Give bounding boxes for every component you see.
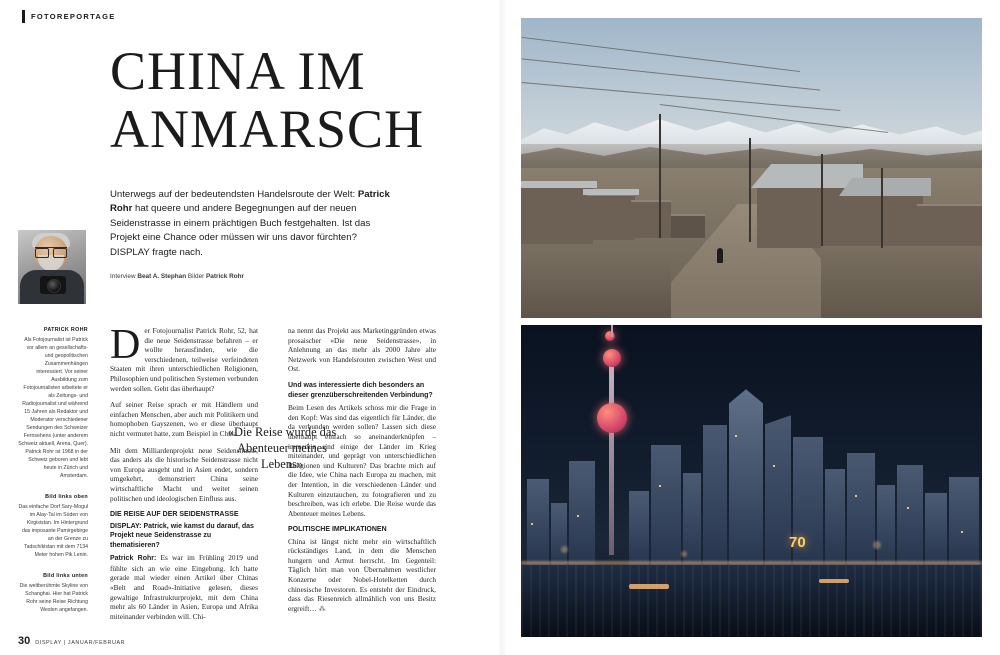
photo-utility-pole — [749, 138, 751, 242]
body-paragraph-1-text: er Fotojournalist Patrick Rohr, 52, hat die neue Seidenstrasse befahren – er wollte herausfinden, wie die verschiedenen, teilweise verfeindeten Staaten mit ihren unterschiedlichen Religionen, Philosophien und politischen Systemen verbunden werden sollen. Geht das überhaupt? — [110, 326, 258, 393]
section-kicker — [22, 10, 116, 23]
photo-skyscraper — [703, 425, 727, 565]
photo-light-bokeh — [681, 551, 687, 557]
byline — [110, 272, 390, 281]
page-title — [110, 42, 540, 158]
body-paragraph-1 — [110, 322, 258, 393]
issue-info: DISPLAY | JANUAR/FEBRUAR — [35, 640, 126, 646]
caption-top-photo — [18, 493, 88, 559]
standfirst-part-2: hat queere und andere Begegnungen auf der neuen Seidenstrasse in einem prächtigen Buch festgehalten. Ist das Projekt eine Chance oder müssen wir uns davor fürchten? DISPLAY fragte nach. — [110, 203, 371, 258]
photo-window-light — [907, 507, 909, 509]
author-bio — [18, 326, 88, 480]
photo-boat — [629, 584, 669, 589]
kicker-label: FOTOREPORTAGE — [31, 12, 116, 21]
photo-skyscraper-jinmao — [765, 415, 791, 565]
photo-window-light — [531, 523, 533, 525]
pearl-tower-upper-sphere — [603, 349, 621, 367]
photo-building — [671, 214, 705, 238]
photo-wall — [821, 246, 982, 318]
answer-1-speaker: Patrick Rohr: — [110, 555, 157, 563]
standfirst-author-name: Patrick Rohr — [110, 189, 390, 215]
photo-window-light — [735, 435, 737, 437]
headline-line-1: CHINA IM — [110, 41, 366, 101]
caption-bottom-heading: Bild links unten — [43, 573, 88, 579]
drop-cap: D — [110, 322, 141, 368]
photo-shanghai-skyline — [521, 325, 982, 637]
body-paragraph-3: Mit dem Milliardenprojekt neue Seidenstrasse, das anders als die historische Seidenstrasse nicht von Europa ausgeht und in Asien endet, sondern umgekehrt, demonstriert China seine wirtschaftliche Macht und weitet seinen politischen und ideologischen Einfluss aus. — [110, 445, 258, 503]
photo-roof — [521, 181, 597, 188]
question-2: Und was interessierte dich besonders an dieser grenzüberschreitenden Verbindung? — [288, 381, 433, 399]
photo-mountain-village — [521, 18, 982, 318]
author-bio-text: Als Fotojournalist ist Patrick vor allem an gesellschafts- und geopolitischen Zusammenhängen interessiert. Vor seiner Ausbildung zum Fotojournalisten arbeitete er als Zeitungs- und Radiojournalist und während 15 Jahren als Redaktor und Moderator verschiedener Sendungen des Schweizer Fernsehens (unter anderem Schweiz aktuell, Arena, Quer). Patrick Rohr ist 1968 in der Schweiz geboren und lebt heute in Zürich und Amsterdam. — [18, 337, 88, 479]
photo-skyscraper — [925, 493, 947, 565]
footer — [18, 636, 125, 647]
photo-person — [717, 248, 723, 263]
pearl-tower-antenna — [611, 325, 613, 337]
headline-line-2: ANMARSCH — [110, 99, 425, 159]
photo-skyscraper — [569, 461, 595, 565]
body-paragraph-2: Auf seiner Reise sprach er mit Händlern und einfachen Menschen, aber auch mit Politikern und homophoben Gayszenen, wo er diese überhaupt nicht vermutet hatte, zum Beispiel in China. — [110, 400, 258, 438]
photo-window-light — [577, 515, 579, 517]
answer-1 — [110, 553, 258, 621]
answer-1-text: Es war im Frühling 2019 und fühlte sich an wie eine Eingebung. Ich hatte gerade mal wieder einen Artikel über Chinas «Belt and Road»-Initiative gelesen, dieses gewaltige Infrastrukturprojekt, mit dem China mehr als 60 Länder in Asien, Europa und Afrika miteinander verbinden will. Chi- — [110, 553, 258, 621]
body-paragraph-4: na nennt das Projekt aus Marketinggründen etwas prosaischer «Die neue Seidenstrasse», in Anlehnung an das mehr als 2000 Jahre alte Netzwerk von Handelsrouten zwischen West und Ost. — [288, 326, 436, 374]
photo-utility-pole — [881, 168, 883, 248]
photo-roof — [583, 189, 639, 195]
photo-window-light — [855, 495, 857, 497]
photo-skyscraper — [897, 465, 923, 565]
photo-skyscraper — [629, 491, 649, 565]
photo-skyscraper — [847, 453, 875, 565]
page-number: 30 — [18, 635, 31, 647]
subheading-journey: DIE REISE AUF DER SEIDENSTRASSE — [110, 511, 239, 519]
kicker-rule — [22, 10, 25, 23]
question-1: DISPLAY: Patrick, wie kamst du darauf, das Projekt neue Seidenstrasse zu thematisieren? — [110, 522, 254, 549]
photo-building — [845, 194, 923, 250]
margin-column — [18, 326, 88, 627]
photo-skyscraper — [877, 485, 895, 565]
photo-window-light — [773, 465, 775, 467]
caption-bottom-text: Die weltberühmte Skyline von Schanghai. Hier hat Patrick Rohr seine Reise Richtung Westen angefangen. — [19, 583, 88, 613]
pearl-tower-main-sphere — [597, 403, 627, 433]
photo-window-light — [659, 485, 661, 487]
subheading-politics: POLITISCHE IMPLIKATIONEN — [288, 526, 387, 534]
body-column-2 — [288, 326, 436, 621]
answer-2: Beim Lesen des Artikels schoss mir die Frage in den Kopf: Was sind das eigentlich für Länder, die da verbunden werden sollen? Lassen sich diese überhaupt einfach so aneinanderknüpfen – immerhin sind einige der Länder im Krieg miteinander, und geprägt von unterschiedlichen Religionen und Kulturen? Das brachte mich auf die Idee, wie China nach Europa zu machen, mit der Intention, in die verschiedenen Länder und Kulturen einzutauchen, zu fotografieren und zu beschreiben, was ich erlebe. Die Reise wurde das Abenteuer meines Lebens. — [288, 403, 436, 518]
standfirst-part-1: Unterwegs auf der bedeutendsten Handelsroute der Welt: — [110, 189, 358, 200]
photo-utility-pole — [821, 154, 823, 246]
caption-bottom-photo — [18, 572, 88, 614]
photo-wall — [521, 254, 671, 318]
photo-building — [587, 194, 635, 240]
photo-utility-pole — [659, 114, 661, 238]
byline-interview-label: Interview — [110, 273, 138, 280]
page-gutter — [497, 0, 507, 655]
body-paragraph-5 — [288, 537, 436, 615]
photo-water-reflections — [521, 565, 982, 637]
camera-icon — [40, 276, 66, 294]
byline-photos-label: Bilder — [186, 273, 207, 280]
anniversary-sign: 70 — [789, 534, 806, 551]
pull-quote: «Die Reise wurde das Abenteuer meines Lebens» — [227, 425, 337, 471]
photo-roof — [839, 178, 931, 196]
glasses-icon — [35, 247, 67, 255]
byline-photos-name: Patrick Rohr — [206, 273, 245, 280]
body-column-1 — [110, 322, 258, 628]
pearl-tower-shaft — [609, 355, 614, 555]
photo-building — [917, 204, 982, 252]
photo-skyscraper — [949, 477, 979, 565]
author-bio-heading: PATRICK ROHR — [43, 327, 88, 333]
photo-skyscraper — [825, 469, 845, 565]
photo-light-bokeh — [873, 541, 881, 549]
caption-top-heading: Bild links oben — [45, 494, 88, 500]
photo-light-bokeh — [561, 546, 568, 553]
photo-skyscraper — [651, 445, 681, 565]
end-mark: ⁂ — [318, 605, 326, 613]
author-portrait — [18, 230, 86, 304]
photo-skyscraper-shanghai-tower — [729, 389, 763, 565]
photo-building — [757, 186, 853, 248]
photo-skyscraper — [551, 503, 567, 565]
photo-boat — [819, 579, 849, 583]
standfirst — [110, 188, 390, 260]
caption-top-text: Das einfache Dorf Sary-Mogul im Alay-Tal im Süden von Kirgisistan. Im Hintergrund das imposante Pamirgebirge an der Grenze zu Tadschikistan mit dem 7134 Meter hohen Pik Lenin. — [18, 504, 88, 558]
photo-window-light — [961, 531, 963, 533]
byline-interview-name: Beat A. Stephan — [137, 273, 187, 280]
pearl-tower-antenna-sphere — [605, 331, 615, 341]
photo-building — [631, 200, 671, 238]
body-paragraph-5-text: China ist längst nicht mehr ein wirtschaftlich rückständiges Land, in dem die Menschen hungern und Armut herrscht. Im Gegenteil: Täglich hört man von Übernahmen westlicher Konzerne oder Nobel-Hotelketten durch chinesische Investoren. Es entsteht der Eindruck, dass das Riesenreich allmählich von uns Besitz ergreift… — [288, 536, 436, 613]
